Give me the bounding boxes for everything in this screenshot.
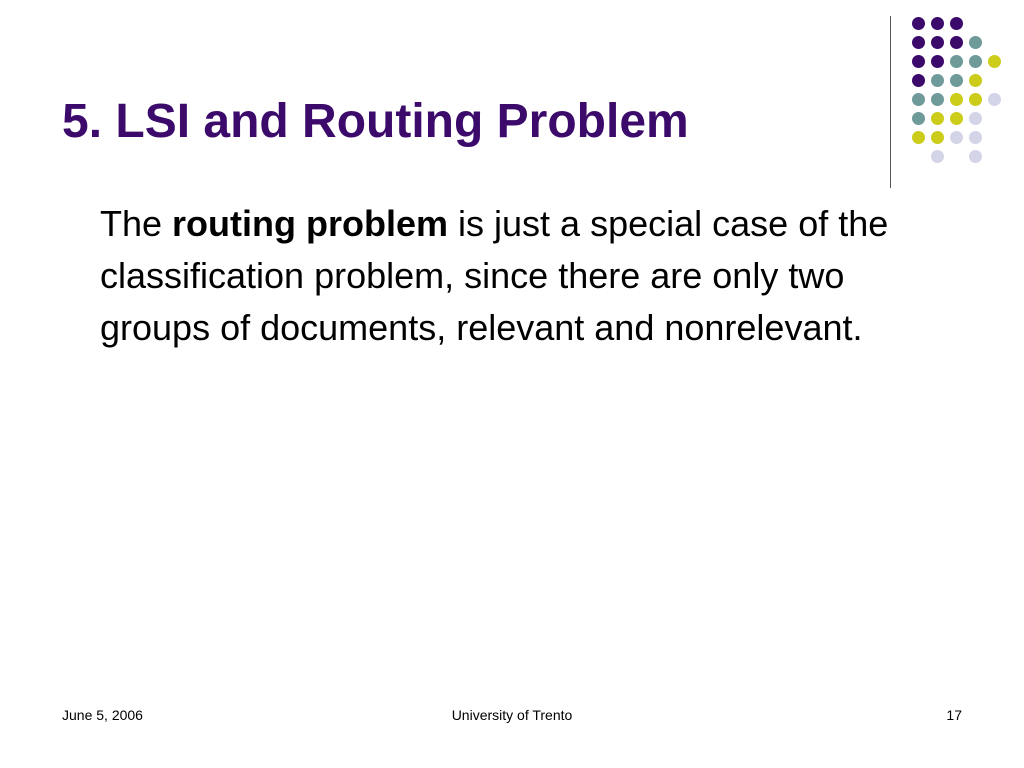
dot-purple [931, 36, 944, 49]
dot-yellow [931, 112, 944, 125]
dot-yellow [950, 112, 963, 125]
dot-lavender [988, 93, 1001, 106]
dot-lavender [969, 131, 982, 144]
dot-yellow [969, 74, 982, 87]
dot-yellow [950, 93, 963, 106]
dot-teal [931, 93, 944, 106]
dot-purple [912, 17, 925, 30]
dot-yellow [912, 131, 925, 144]
body-text-rest: is just a special case of the classification problem, since there are only two groups of documents, relevant and nonrelevant. [100, 203, 889, 348]
dot-purple [931, 55, 944, 68]
footer-organization: University of Trento [451, 707, 573, 723]
dot-teal [969, 36, 982, 49]
body-text-emphasis: routing problem [172, 203, 449, 244]
dot-purple [912, 55, 925, 68]
dot-yellow [988, 55, 1001, 68]
dot-teal [950, 55, 963, 68]
dot-lavender [969, 150, 982, 163]
dot-purple [912, 74, 925, 87]
dot-yellow [931, 131, 944, 144]
footer-date: June 5, 2006 [62, 707, 143, 723]
dot-teal [950, 74, 963, 87]
dot-teal [969, 55, 982, 68]
dot-purple [950, 17, 963, 30]
dot-yellow [969, 93, 982, 106]
body-text-start: The [100, 203, 173, 244]
dot-purple [912, 36, 925, 49]
dot-lavender [950, 131, 963, 144]
dot-teal [912, 93, 925, 106]
dot-purple [950, 36, 963, 49]
dot-teal [931, 74, 944, 87]
footer-page-number: 17 [946, 707, 962, 723]
dot-purple [931, 17, 944, 30]
dot-lavender [931, 150, 944, 163]
vertical-divider [890, 16, 891, 188]
slide-title: 5. LSI and Routing Problem [62, 95, 689, 148]
dot-lavender [969, 112, 982, 125]
body-text [100, 198, 960, 354]
dot-teal [912, 112, 925, 125]
